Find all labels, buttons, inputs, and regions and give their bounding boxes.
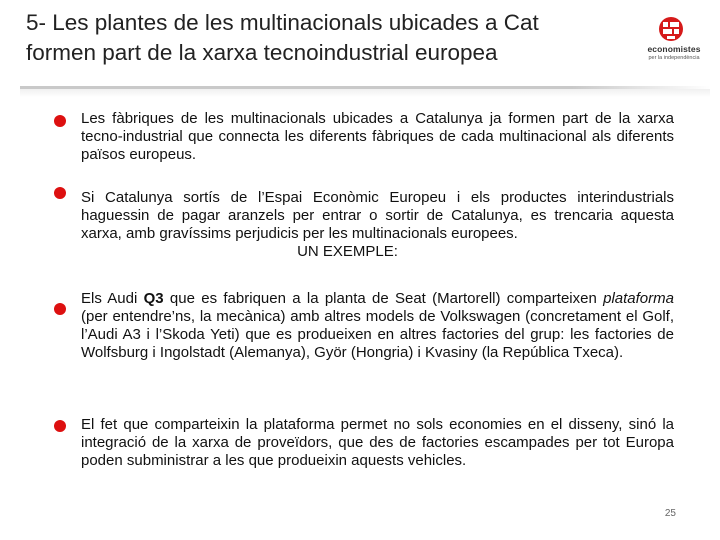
title-line-1: 5- Les plantes de les multinacionals ubicades a Cat [26, 10, 539, 35]
bullet-paragraph-2 [81, 189, 674, 261]
bullet-paragraph-3 [81, 290, 674, 362]
bullet-paragraph-1 [81, 110, 674, 164]
bullet-dot-icon [54, 187, 66, 199]
bullet-3-italic-term: plataforma [603, 290, 674, 307]
bullet-dot-icon [54, 303, 66, 315]
logo-mark-icon [658, 16, 684, 42]
page-number: 25 [664, 508, 676, 519]
logo-tagline: per la independència [648, 55, 700, 61]
bullet-1-text: Les fàbriques de les multinacionals ubicades a Catalunya ja formen part de la xarxa tecno-industrial que connecta les diferents fàbriques de cada multinacional als diferents països europeus. [81, 110, 674, 163]
title-divider-shadow [20, 89, 710, 97]
bullet-3-text-start: Els Audi [81, 290, 144, 307]
bullet-paragraph-4 [81, 416, 674, 470]
bullet-3-text-end: (per entendre’ns, la mecànica) amb altres models de Volkswagen (concretament el Golf, l’Audi A3 i l’Skoda Yeti) que es produeixen en altres factories del grup: les factories de Wolfsburg i Ingolstadt (Alemanya), Györ (Hongria) i Kvasiny (la República Txeca). [81, 308, 674, 361]
logo-name: economistes [647, 44, 701, 54]
bullet-dot-icon [54, 420, 66, 432]
bullet-2-text: Si Catalunya sortís de l’Espai Econòmic Europeu i els productes interindustrials haguessin de pagar aranzels per entrar o sortir de Catalunya, es trencaria aquesta xarxa, amb gravíssims perjudicis per les multinacionals europees. [81, 189, 674, 242]
example-heading: UN EXEMPLE: [297, 243, 398, 260]
bullet-4-text: El fet que comparteixin la plataforma permet no sols economies en el disseny, sinó la integració de la xarxa de proveïdors, que des de factories escampades per tot Europa poden subministrar a les que produeixin aquests vehicles. [81, 416, 674, 469]
slide-title [26, 8, 606, 68]
bullet-dot-icon [54, 115, 66, 127]
bullet-3-text-mid: que es fabriquen a la planta de Seat (Martorell) comparteixen [163, 290, 604, 307]
bullet-3-bold-model: Q3 [143, 290, 164, 307]
title-line-2: formen part de la xarxa tecnoindustrial europea [26, 40, 498, 65]
economistes-logo [638, 16, 710, 70]
